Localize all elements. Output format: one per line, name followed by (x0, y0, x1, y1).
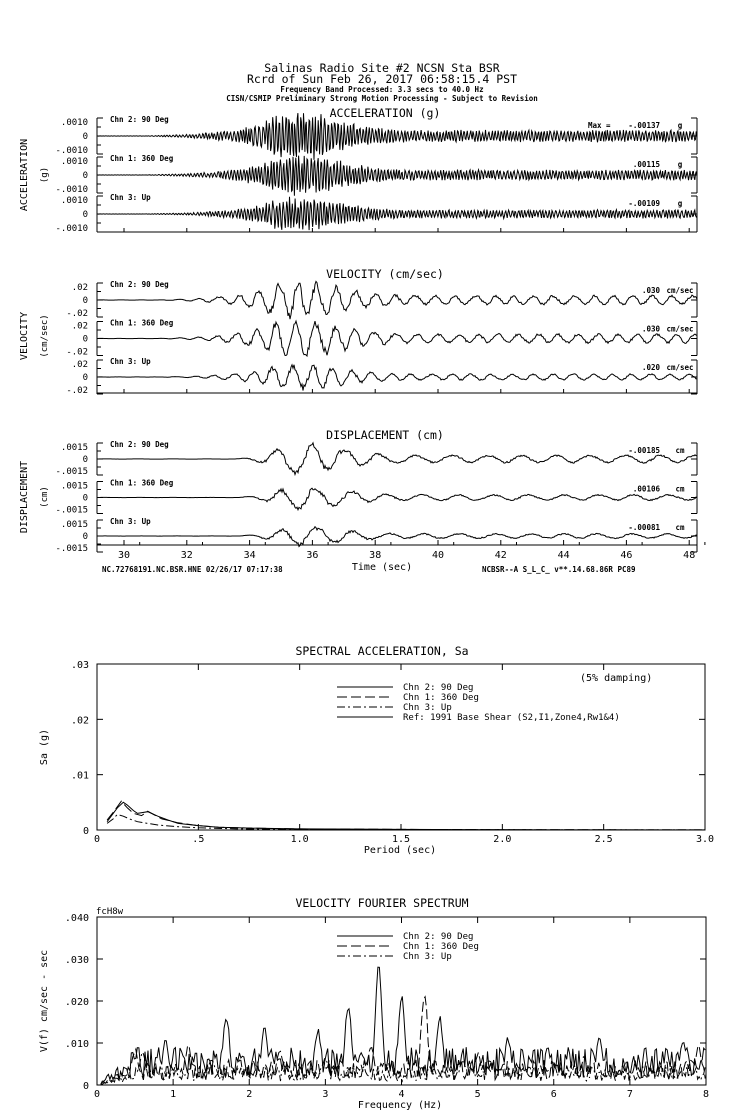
y-tick-label: 0 (82, 210, 88, 220)
sa-plot (71, 660, 714, 845)
y-tick-label: .0010 (60, 118, 88, 128)
legend-label: Chn 1: 360 Deg (403, 693, 479, 703)
x-tick-label: 8 (702, 1089, 710, 1100)
fourier-plot (65, 913, 709, 1100)
peak-unit: g (677, 199, 683, 208)
plot-frame (97, 664, 705, 830)
y-tick-label: .010 (64, 1039, 89, 1050)
sa-xlabel: Period (sec) (363, 845, 437, 856)
y-tick-label: .030 (64, 955, 89, 966)
peak-unit: cm/sec (666, 324, 694, 334)
y-tick-label: .03 (70, 660, 89, 671)
x-tick-label: 32 (180, 550, 193, 561)
peak-value: -.00081 (628, 523, 660, 532)
x-tick-label: 2.0 (493, 834, 512, 845)
channel-trace-group (66, 357, 697, 396)
acceleration-yunit: (g) (40, 166, 50, 184)
channel-label: Chn 1: 360 Deg (110, 318, 174, 328)
channel-trace-group (55, 154, 697, 196)
y-tick-label: -.0015 (55, 505, 88, 516)
x-tick-label: 3.0 (695, 834, 715, 845)
channel-label: Chn 2: 90 Deg (110, 280, 169, 289)
peak-unit: cm (675, 446, 685, 455)
channel-label: Chn 1: 360 Deg (110, 478, 174, 488)
sa-series-line (107, 802, 705, 830)
y-tick-label: 0 (82, 493, 88, 504)
y-tick-label: -.0015 (55, 467, 88, 477)
displacement-title: DISPLACEMENT (cm) (326, 428, 444, 442)
channel-trace-group (55, 193, 697, 234)
channel-trace-group (55, 479, 697, 516)
sa-title: SPECTRAL ACCELERATION, Sa (295, 644, 469, 658)
damping-note: (5% damping) (580, 673, 653, 684)
peak-unit: g (677, 160, 683, 169)
trace-line (97, 281, 697, 319)
channel-trace-group (66, 319, 697, 358)
trace-line (97, 156, 697, 196)
legend-label: Ref: 1991 Base Shear (S2,I1,Zone4,Rw1&4) (403, 713, 620, 723)
fourier-xlabel: Frequency (Hz) (357, 1100, 443, 1111)
channel-trace-group (55, 440, 697, 477)
x-tick-label: 1.0 (290, 834, 309, 845)
y-tick-label: .0010 (60, 157, 88, 167)
peak-value: .030 (641, 286, 660, 295)
legend-label: Chn 2: 90 Deg (403, 932, 474, 942)
x-tick-label: 7 (626, 1089, 633, 1100)
report-header (226, 61, 538, 103)
peak-value: .020 (641, 363, 660, 372)
x-tick-label: 46 (620, 550, 633, 561)
y-tick-label: .02 (70, 715, 89, 727)
x-tick-label: 36 (306, 550, 319, 561)
y-tick-label: .02 (71, 283, 88, 293)
x-tick-label: 1.5 (391, 834, 411, 845)
channel-label: Chn 3: Up (110, 193, 151, 202)
x-tick-label: 2 (246, 1089, 253, 1100)
x-tick-label: 2.5 (594, 834, 613, 845)
fourier-ylabel: V(f) cm/sec - sec (39, 949, 50, 1053)
y-tick-label: 0 (82, 373, 88, 383)
channel-label: Chn 2: 90 Deg (110, 115, 169, 124)
channel-trace-group (66, 280, 697, 319)
peak-unit: cm (675, 484, 685, 494)
y-tick-label: .01 (70, 770, 89, 782)
processing-id: NCBSR--A S_L_C_ v**.14.68.86R PC89 (482, 565, 636, 574)
trace-line (97, 197, 697, 230)
record-id: NC.72768191.NC.BSR.HNE 02/26/17 07:17:38 (102, 565, 283, 574)
trace-line (97, 318, 697, 356)
sa-series-line (107, 815, 705, 830)
y-tick-label: 0 (82, 532, 88, 542)
y-tick-label: .040 (64, 913, 89, 924)
peak-value: .030 (641, 324, 660, 334)
velocity-yunit: (cm/sec) (40, 314, 50, 358)
x-tick-label: 4 (398, 1089, 405, 1100)
trace-line (97, 443, 697, 475)
y-tick-label: -.02 (66, 347, 88, 358)
peak-value: -.00185 (628, 446, 660, 455)
fourier-corner-label: fcH8w (96, 907, 124, 917)
y-tick-label: 0 (82, 1081, 89, 1092)
x-tick-label: 1 (170, 1089, 177, 1100)
acceleration-title: ACCELERATION (g) (329, 106, 441, 120)
y-tick-label: 0 (82, 334, 88, 345)
legend-label: Chn 1: 360 Deg (403, 942, 479, 952)
peak-value: -.00109 (628, 199, 660, 208)
sa-ylabel: Sa (g) (39, 728, 50, 766)
time-xlabel: Time (sec) (351, 562, 413, 573)
fourier-series-line (101, 967, 705, 1084)
peak-value: .00106 (632, 484, 660, 494)
frequency-band: Frequency Band Processed: 3.3 secs to 40.0 Hz (280, 85, 484, 94)
sa-legend (337, 683, 620, 723)
peak-unit: cm (675, 523, 685, 532)
y-tick-label: 0 (82, 296, 88, 306)
displacement-yunit: (cm) (40, 486, 50, 508)
y-tick-label: .0010 (60, 196, 88, 206)
legend-label: Chn 3: Up (403, 952, 452, 962)
velocity-ylabel: VELOCITY (19, 311, 30, 361)
channel-right-axis (691, 443, 697, 475)
y-tick-label: 0 (82, 171, 88, 181)
channel-trace-group (55, 517, 697, 554)
legend-label: Chn 2: 90 Deg (403, 683, 474, 693)
peak-unit: cm/sec (666, 363, 694, 372)
peak-value: -.00137 (628, 121, 660, 130)
trace-line (97, 488, 697, 510)
y-tick-label: -.0010 (55, 146, 88, 156)
channel-label: Chn 3: Up (110, 517, 151, 526)
x-tick-label: 30 (117, 550, 131, 561)
x-tick-label: 6 (550, 1089, 557, 1100)
y-tick-label: 0 (82, 132, 88, 142)
x-tick-label: 40 (431, 550, 445, 561)
legend-label: Chn 3: Up (403, 703, 452, 713)
y-tick-label: .0015 (60, 481, 88, 492)
y-tick-label: -.0010 (55, 185, 88, 195)
x-tick-label: 3 (322, 1089, 329, 1100)
y-tick-label: -.0010 (55, 224, 88, 234)
x-tick-label: 44 (557, 550, 570, 561)
record-time: Rcrd of Sun Feb 26, 2017 06:58:15.4 PST (246, 72, 518, 86)
peak-unit: cm/sec (666, 286, 694, 295)
peak-value: .00115 (632, 160, 660, 169)
seismogram-panels (55, 113, 704, 561)
x-tick-label: 38 (369, 550, 382, 561)
max-label: Max = (588, 121, 611, 130)
trace-line (97, 365, 697, 391)
x-tick-label: 48 (683, 550, 696, 561)
y-tick-label: .020 (64, 997, 89, 1008)
fourier-title: VELOCITY FOURIER SPECTRUM (295, 896, 469, 910)
y-tick-label: -.0015 (55, 544, 88, 554)
x-tick-label: 0 (93, 834, 101, 845)
y-tick-label: -.02 (66, 386, 88, 396)
y-tick-label: .02 (71, 321, 88, 332)
fourier-legend (337, 932, 479, 962)
y-tick-label: .02 (71, 360, 88, 370)
processing-note: CISN/CSMIP Preliminary Strong Motion Processing - Subject to Revision (226, 94, 538, 103)
x-tick-label: 42 (494, 550, 507, 561)
channel-label: Chn 1: 360 Deg (110, 154, 174, 163)
y-tick-label: .0015 (60, 520, 88, 530)
x-tick-label: 5 (474, 1089, 481, 1100)
displacement-ylabel: DISPLACEMENT (19, 460, 30, 534)
y-tick-label: -.02 (66, 309, 88, 319)
station-title: Salinas Radio Site #2 NCSN Sta BSR (264, 61, 500, 75)
channel-label: Chn 2: 90 Deg (110, 440, 169, 449)
y-tick-label: 0 (82, 455, 88, 465)
y-tick-label: 0 (82, 826, 89, 837)
peak-unit: g (677, 121, 683, 130)
channel-label: Chn 3: Up (110, 357, 151, 366)
x-tick-label: 0 (93, 1089, 101, 1100)
y-tick-label: .0015 (60, 443, 88, 453)
x-tick-label: .5 (192, 834, 205, 845)
x-tick-label: 34 (243, 550, 256, 561)
velocity-title: VELOCITY (cm/sec) (326, 267, 444, 281)
acceleration-ylabel: ACCELERATION (19, 138, 30, 212)
